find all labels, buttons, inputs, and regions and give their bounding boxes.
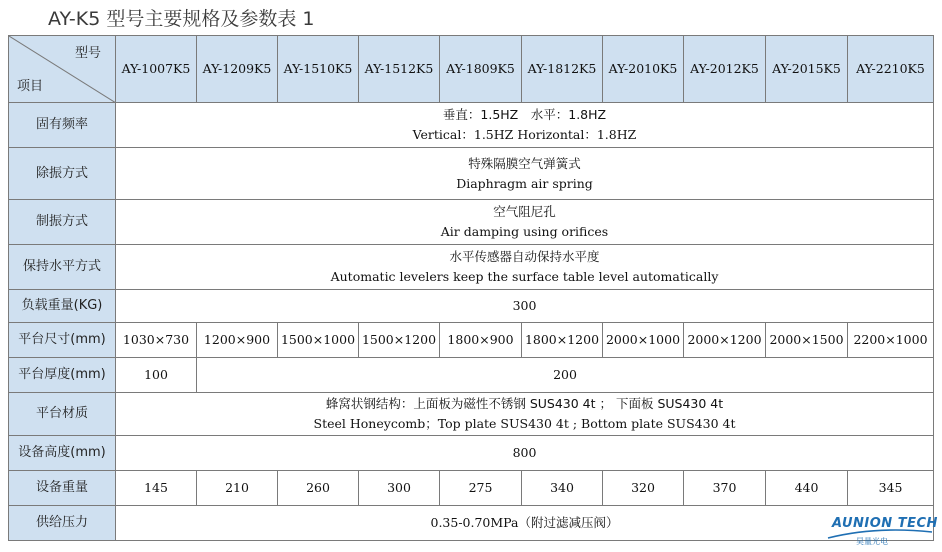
weight-cell: 440 — [766, 471, 848, 506]
model-header: AY-2010K5 — [603, 36, 684, 103]
value-line-zh: 空气阻尼孔 — [493, 204, 556, 219]
row-damping — [9, 200, 934, 245]
row-height — [9, 436, 934, 471]
value-line-zh: 蜂窝状钢结构：上面板为磁性不锈钢 SUS430 4t ； 下面板 SUS430 4t — [325, 396, 724, 411]
pressure-value: 0.35-0.70MPa（附过滤减压阀） — [116, 506, 934, 541]
model-header: AY-1510K5 — [278, 36, 359, 103]
row-load — [9, 290, 934, 323]
corner-item-label: 项目 — [17, 79, 44, 94]
thickness-cell: 200 — [197, 358, 934, 393]
weight-cell: 345 — [848, 471, 934, 506]
value-line-zh: 水平传感器自动保持水平度 — [449, 249, 600, 264]
page-title: AY-K5 型号主要规格及参数表 1 — [48, 8, 315, 30]
brand-logo — [826, 514, 936, 550]
size-cell: 2200×1000 — [848, 323, 934, 358]
load-value: 300 — [116, 290, 934, 323]
row-label: 平台厚度(mm) — [9, 358, 116, 393]
model-header: AY-2015K5 — [766, 36, 848, 103]
row-leveling — [9, 245, 934, 290]
size-cell: 1500×1000 — [278, 323, 359, 358]
row-weight — [9, 471, 934, 506]
size-cell: 1030×730 — [116, 323, 197, 358]
model-header: AY-1812K5 — [522, 36, 603, 103]
weight-cell: 340 — [522, 471, 603, 506]
weight-cell: 370 — [684, 471, 766, 506]
header-row — [9, 36, 934, 103]
corner-model-label: 型号 — [74, 46, 101, 61]
natural-frequency-value — [116, 103, 934, 148]
model-header: AY-2210K5 — [848, 36, 934, 103]
size-cell: 1800×1200 — [522, 323, 603, 358]
row-isolation — [9, 148, 934, 200]
value-line-en: Diaphragm air spring — [456, 175, 593, 191]
row-material — [9, 393, 934, 436]
row-label: 固有频率 — [9, 103, 116, 148]
spec-table — [8, 35, 934, 541]
row-label: 设备高度(mm) — [9, 436, 116, 471]
row-label: 平台尺寸(mm) — [9, 323, 116, 358]
model-header: AY-1209K5 — [197, 36, 278, 103]
logo-brand-text: AUNION TECH — [832, 516, 938, 531]
damping-value — [116, 200, 934, 245]
value-line-en: Automatic levelers keep the surface table level automatically — [330, 269, 719, 284]
row-platform-thickness — [9, 358, 934, 393]
value-line-en: Steel Honeycomb；Top plate SUS430 4t ; Bottom plate SUS430 4t — [313, 416, 736, 431]
logo-sub-text: 昊量光电 — [856, 537, 888, 546]
row-label: 除振方式 — [9, 148, 116, 200]
row-label: 供给压力 — [9, 506, 116, 541]
size-cell: 2000×1200 — [684, 323, 766, 358]
row-label: 平台材质 — [9, 393, 116, 436]
row-natural-frequency — [9, 103, 934, 148]
row-label: 保持水平方式 — [9, 245, 116, 290]
model-header: AY-1007K5 — [116, 36, 197, 103]
weight-cell: 260 — [278, 471, 359, 506]
size-cell: 1800×900 — [440, 323, 522, 358]
row-label: 设备重量 — [9, 471, 116, 506]
value-line-en: Vertical：1.5HZ Horizontal：1.8HZ — [412, 127, 637, 142]
size-cell: 2000×1500 — [766, 323, 848, 358]
value-line-zh: 特殊隔膜空气弹簧式 — [468, 155, 581, 171]
value-line-zh: 垂直：1.5HZ 水平：1.8HZ — [442, 107, 607, 122]
weight-cell: 300 — [359, 471, 440, 506]
model-header: AY-2012K5 — [684, 36, 766, 103]
corner-cell — [9, 36, 116, 103]
leveling-value — [116, 245, 934, 290]
weight-cell: 275 — [440, 471, 522, 506]
model-header: AY-1809K5 — [440, 36, 522, 103]
row-supply-pressure — [9, 506, 934, 541]
height-value: 800 — [116, 436, 934, 471]
size-cell: 1500×1200 — [359, 323, 440, 358]
thickness-cell: 100 — [116, 358, 197, 393]
value-line-en: Air damping using orifices — [440, 224, 609, 239]
weight-cell: 320 — [603, 471, 684, 506]
weight-cell: 210 — [197, 471, 278, 506]
row-platform-size — [9, 323, 934, 358]
model-header: AY-1512K5 — [359, 36, 440, 103]
row-label: 负载重量(KG) — [9, 290, 116, 323]
isolation-value — [116, 148, 934, 200]
row-label: 制振方式 — [9, 200, 116, 245]
material-value — [116, 393, 934, 436]
size-cell: 1200×900 — [197, 323, 278, 358]
weight-cell: 145 — [116, 471, 197, 506]
size-cell: 2000×1000 — [603, 323, 684, 358]
